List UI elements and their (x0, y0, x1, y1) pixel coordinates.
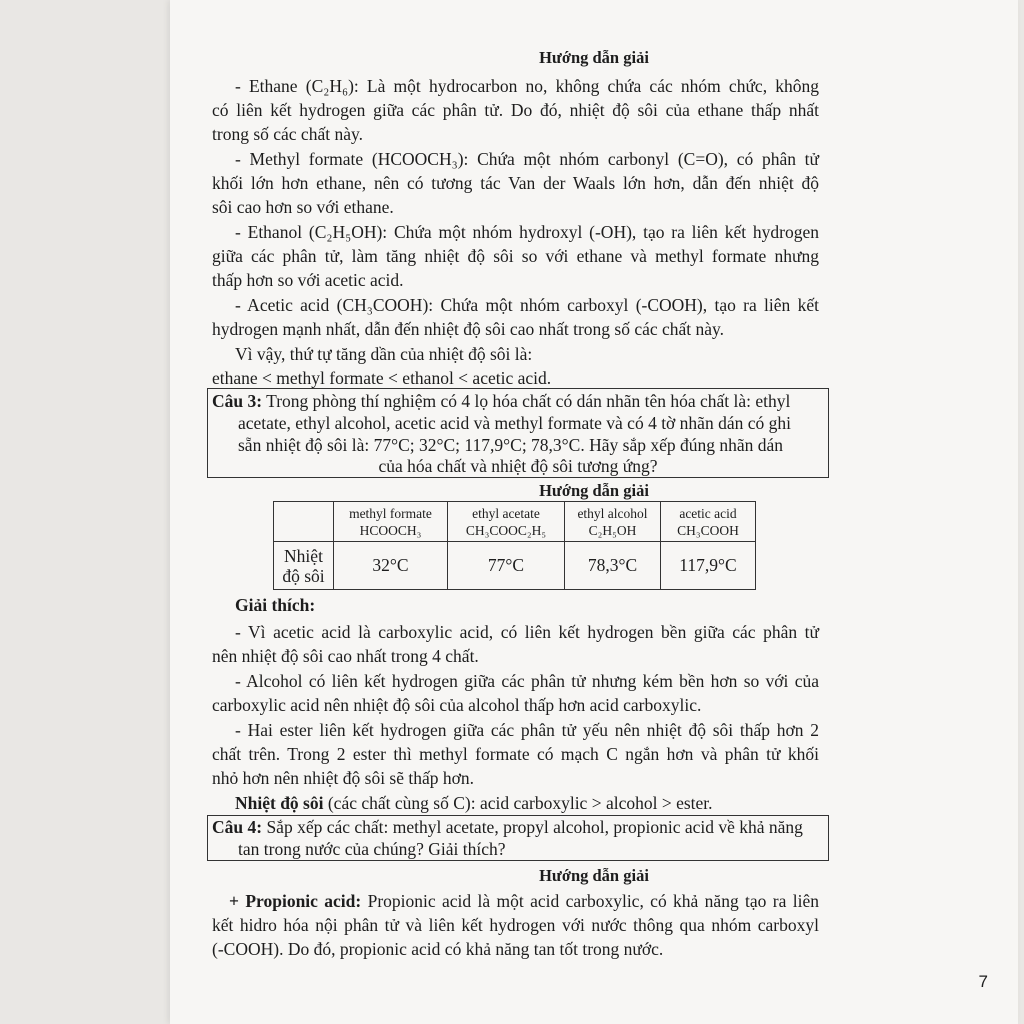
summary-line (235, 792, 713, 814)
text-line: Vì vậy, thứ tự tăng dần của nhiệt độ sôi là: (235, 344, 533, 364)
summary-text: (các chất cùng số C): acid carboxylic > alcohol > ester. (323, 793, 713, 813)
text-line: khối lớn hơn ethane, nên có tương tác Van der Waals lớn hơn, dẫn đến nhiệt độ (212, 173, 819, 193)
table-header-cell: ethyl acetate CH₃COOC₂H₅ (448, 502, 565, 542)
text-line: - Hai ester liên kết hydrogen giữa các phân tử yếu nên nhiệt độ sôi thấp hơn 2 (235, 720, 819, 740)
table-value-cell: 32°C (334, 542, 448, 590)
question-text: của hóa chất và nhiệt độ sôi tương ứng? (378, 456, 658, 476)
section-heading: Hướng dẫn giải (539, 48, 649, 67)
text-line: thấp hơn so với acetic acid. (212, 270, 404, 290)
text-line: sôi cao hơn so với ethane. (212, 197, 394, 217)
question-text: Sắp xếp các chất: methyl acetate, propyl alcohol, propionic acid về khả năng (266, 817, 803, 837)
text-line: - Vì acetic acid là carboxylic acid, có liên kết hydrogen bền giữa các phân tử (235, 622, 819, 642)
text-line: - Ethanol (C₂H₅OH): Chứa một nhóm hydroxyl (-OH), tạo ra liên kết hydrogen (235, 222, 819, 242)
explain-label: Giải thích: (235, 595, 316, 615)
text-line: chất trên. Trong 2 ester thì methyl formate có mạch C ngắn hơn và phân tử khối (212, 744, 819, 764)
question-text: sẵn nhiệt độ sôi là: 77°C; 32°C; 117,9°C; 78,3°C. Hãy sắp xếp đúng nhãn dán (238, 435, 784, 455)
text-line: kết hidro hóa nội phân tử và liên kết hydrogen với nước thông qua nhóm carboxyl (212, 915, 819, 935)
bold-lead: + Propionic acid: (229, 891, 362, 911)
table-value-cell: 117,9°C (661, 542, 756, 590)
question-text: acetate, ethyl alcohol, acetic acid và methyl formate và có 4 tờ nhãn dán có ghi (238, 413, 791, 433)
question-box (207, 815, 829, 861)
table-corner-cell (274, 502, 334, 542)
text-line: (-COOH). Do đó, propionic acid có khả năng tan tốt trong nước. (212, 939, 664, 959)
text-line: carboxylic acid nên nhiệt độ sôi của alcohol thấp hơn acid carboxylic. (212, 695, 702, 715)
text-line: trong số các chất này. (212, 124, 363, 144)
boiling-point-table (273, 501, 756, 590)
section-heading: Hướng dẫn giải (539, 481, 649, 500)
table-value-cell: 78,3°C (565, 542, 661, 590)
text-line: hydrogen mạnh nhất, dẫn đến nhiệt độ sôi cao nhất trong số các chất này. (212, 319, 725, 339)
question-label: Câu 4: (212, 817, 263, 837)
text-line: - Acetic acid (CH₃COOH): Chứa một nhóm carboxyl (-COOH), tạo ra liên kết (235, 295, 819, 315)
table-header-cell: methyl formate HCOOCH₃ (334, 502, 448, 542)
table-header-cell: ethyl alcohol C₂H₅OH (565, 502, 661, 542)
table-header-cell: acetic acid CH₃COOH (661, 502, 756, 542)
text-rest: Propionic acid là một acid carboxylic, có khả năng tạo ra liên (361, 891, 819, 911)
text-line: - Ethane (C₂H₆): Là một hydrocarbon no, không chứa các nhóm chức, không (235, 76, 819, 96)
table-row-header: Nhiệt độ sôi (274, 542, 334, 590)
text-line: nhỏ hơn nên nhiệt độ sôi sẽ thấp hơn. (212, 768, 475, 788)
text-line (229, 890, 819, 912)
text-line: ethane < methyl formate < ethanol < acetic acid. (212, 368, 552, 388)
text-line: - Methyl formate (HCOOCH₃): Chứa một nhóm carbonyl (C=O), có phân tử (235, 149, 819, 169)
table-value-cell: 77°C (448, 542, 565, 590)
document-page (170, 0, 1018, 1024)
question-text: Trong phòng thí nghiệm có 4 lọ hóa chất có dán nhãn tên hóa chất là: ethyl (266, 391, 791, 411)
question-text: tan trong nước của chúng? Giải thích? (238, 839, 506, 859)
text-line: nên nhiệt độ sôi cao nhất trong 4 chất. (212, 646, 479, 666)
section-heading: Hướng dẫn giải (539, 866, 649, 885)
question-label: Câu 3: (212, 391, 263, 411)
summary-bold: Nhiệt độ sôi (235, 793, 324, 813)
text-line: giữa các phân tử, làm tăng nhiệt độ sôi so với ethane và methyl formate nhưng (212, 246, 819, 266)
page-number: 7 (978, 972, 988, 991)
text-line: - Alcohol có liên kết hydrogen giữa các phân tử nhưng kém bền hơn so với của (235, 671, 819, 691)
question-box (207, 388, 829, 478)
text-line: có liên kết hydrogen giữa các phân tử. Do đó, nhiệt độ sôi của ethane thấp nhất (212, 100, 819, 120)
